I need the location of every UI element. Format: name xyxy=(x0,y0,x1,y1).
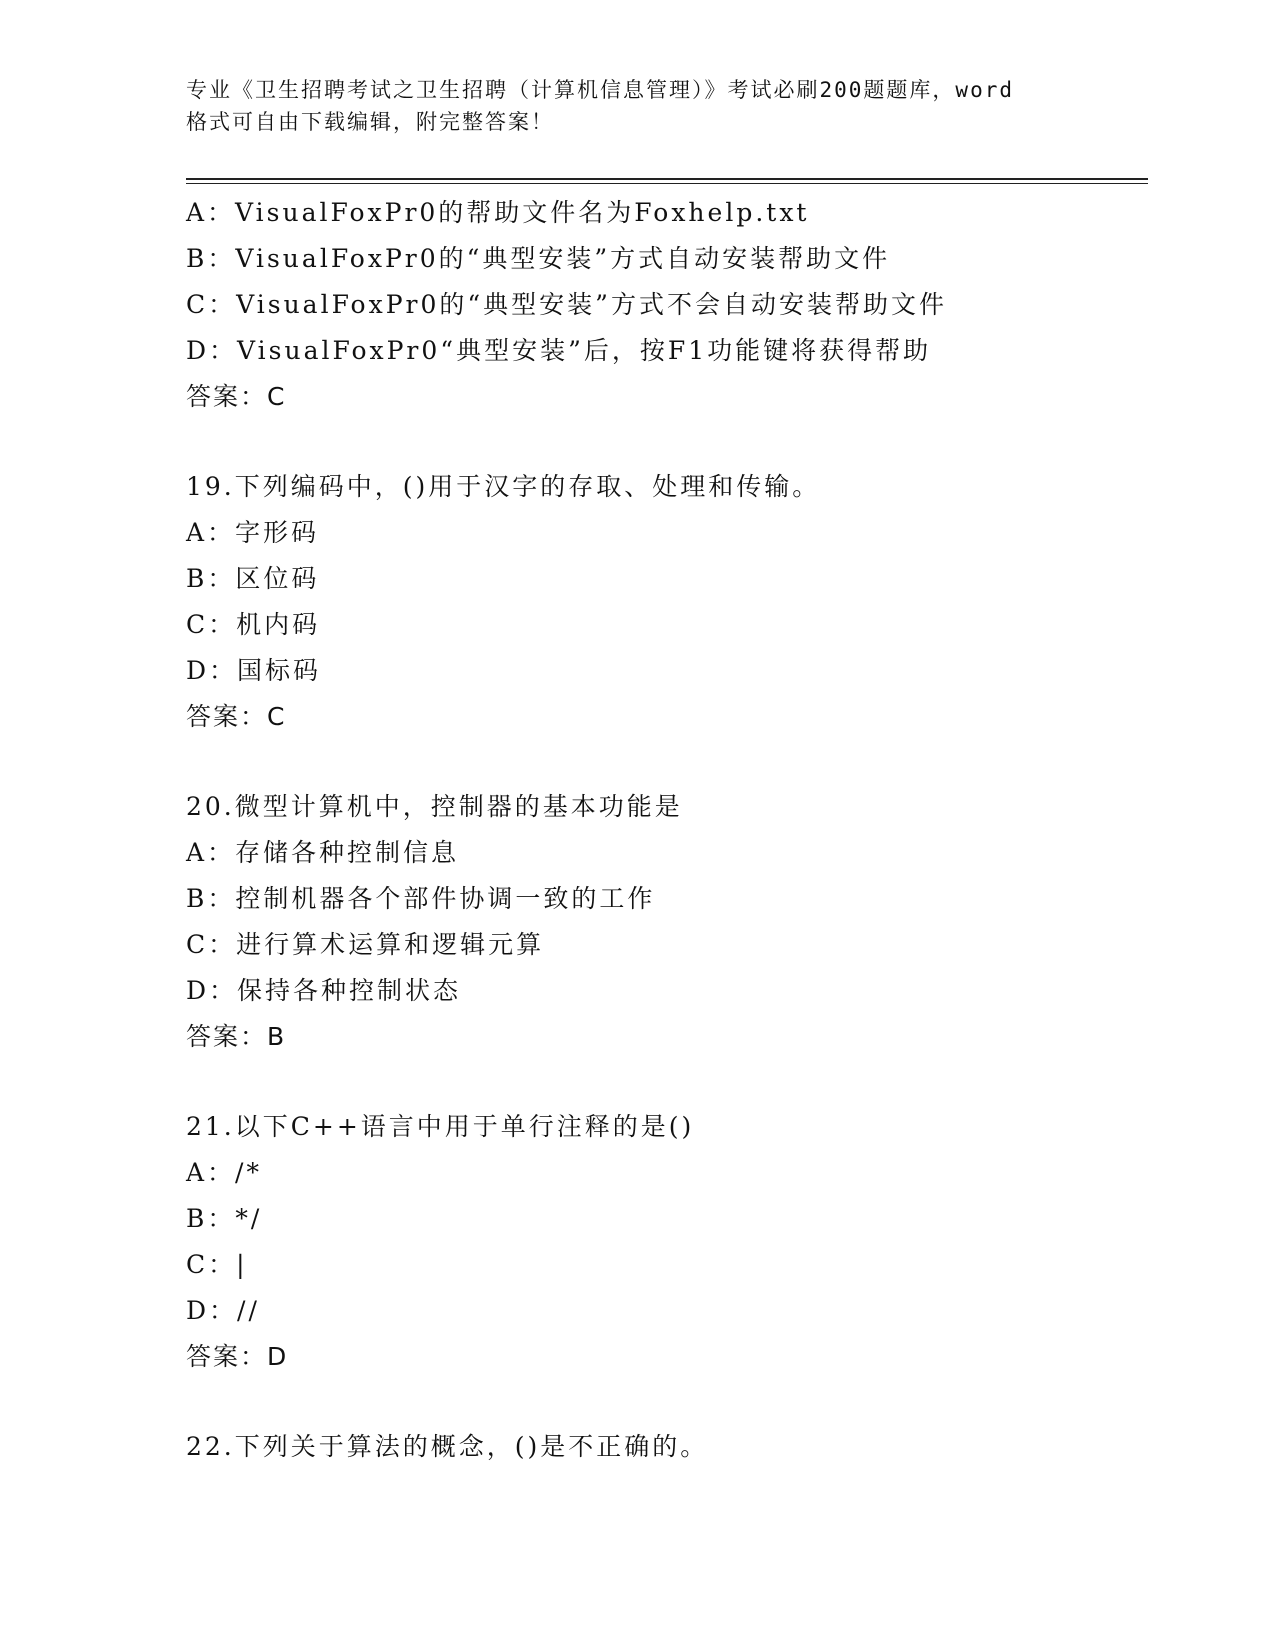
option-a: A：VisualFoxPr0的帮助文件名为Foxhelp.txt xyxy=(186,198,810,227)
option-d: D：VisualFoxPr0“典型安装”后，按F1功能键将获得帮助 xyxy=(186,336,932,365)
option-b: B：区位码 xyxy=(186,564,320,593)
option-c: C：进行算术运算和逻辑元算 xyxy=(186,930,545,959)
option-d: D：国标码 xyxy=(186,656,322,685)
option-c: C：VisualFoxPr0的“典型安装”方式不会自动安装帮助文件 xyxy=(186,290,947,319)
header-line-1: 专业《卫生招聘考试之卫生招聘（计算机信息管理）》考试必刷200题题库，word xyxy=(186,78,1014,102)
option-a: A：/* xyxy=(186,1158,262,1187)
option-c: C：机内码 xyxy=(186,610,321,639)
option-b: B：VisualFoxPr0的“典型安装”方式自动安装帮助文件 xyxy=(186,244,891,273)
option-b: B：*/ xyxy=(186,1204,263,1233)
question-block-21 xyxy=(186,1104,1146,1380)
document-header xyxy=(186,74,1086,138)
answer-line: 答案：D xyxy=(186,1342,289,1371)
answer-line: 答案：C xyxy=(186,382,287,411)
option-d: D：// xyxy=(186,1296,260,1325)
question-block-22 xyxy=(186,1424,1146,1470)
answer-line: 答案：B xyxy=(186,1022,287,1051)
option-a: A：存储各种控制信息 xyxy=(186,838,460,867)
question-stem: 19.下列编码中，()用于汉字的存取、处理和传输。 xyxy=(186,472,821,501)
question-stem: 20.微型计算机中，控制器的基本功能是 xyxy=(186,792,683,821)
question-block-20 xyxy=(186,784,1146,1060)
question-list xyxy=(186,190,1146,1470)
question-stem: 21.以下C++语言中用于单行注释的是() xyxy=(186,1112,695,1141)
option-d: D：保持各种控制状态 xyxy=(186,976,462,1005)
header-line-2: 格式可自由下载编辑，附完整答案！ xyxy=(186,110,554,134)
question-block-19 xyxy=(186,464,1146,740)
option-a: A：字形码 xyxy=(186,518,320,547)
question-block-18 xyxy=(186,190,1146,420)
option-c: C：| xyxy=(186,1250,248,1279)
header-divider-thick xyxy=(186,178,1148,180)
header-divider-thin xyxy=(186,183,1148,184)
question-stem: 22.下列关于算法的概念，()是不正确的。 xyxy=(186,1432,709,1461)
option-b: B：控制机器各个部件协调一致的工作 xyxy=(186,884,656,913)
answer-line: 答案：C xyxy=(186,702,287,731)
